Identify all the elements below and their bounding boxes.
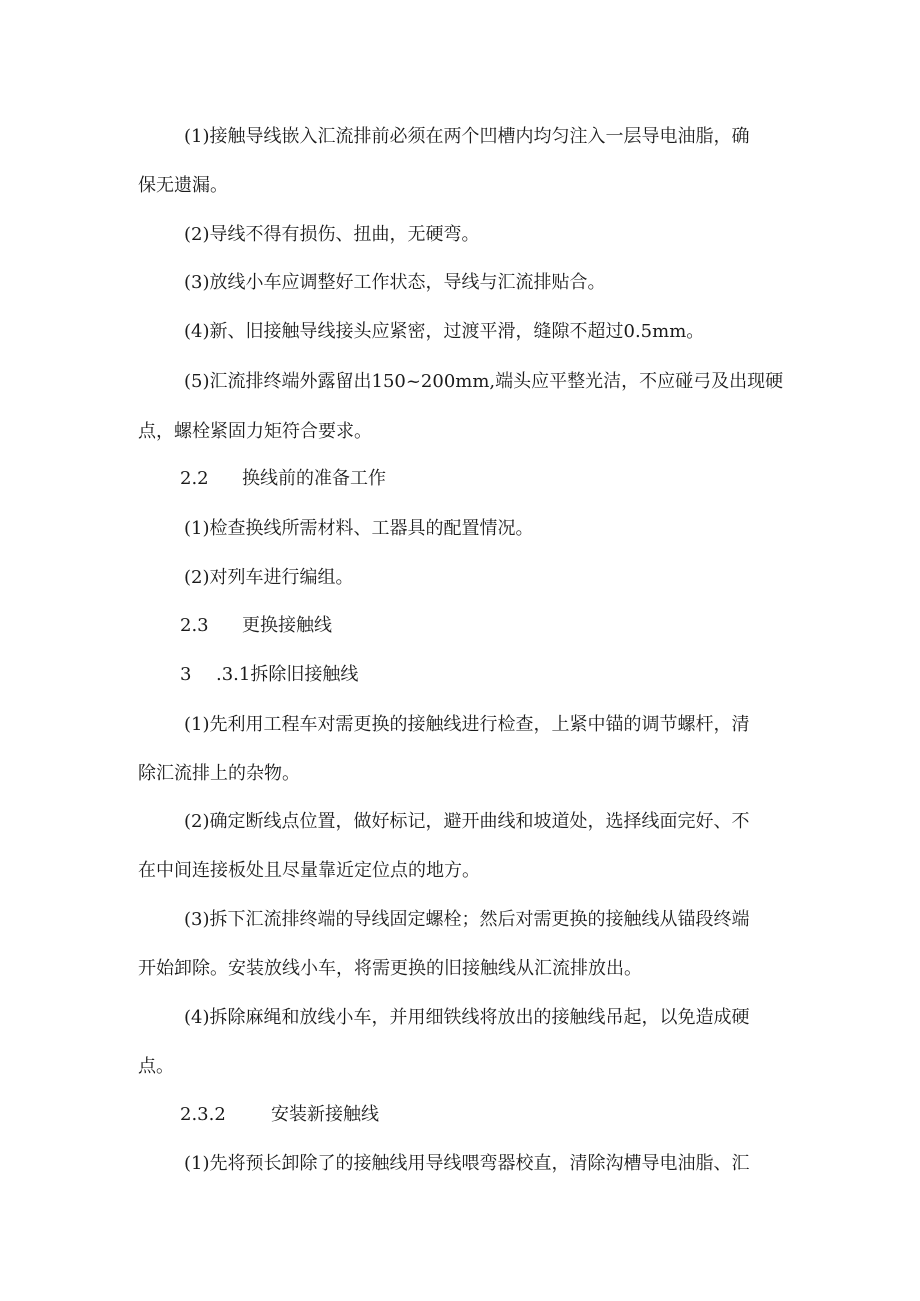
paragraph-9-line-2: 在中间连接板处且尽量靠近定位点的地方。 (138, 860, 480, 881)
paragraph-10-line-2: 开始卸除。安装放线小车，将需更换的旧接触线从汇流排放出。 (138, 958, 642, 979)
section-number: 3 (180, 664, 192, 685)
paragraph-10-line-1: (3)拆下汇流排终端的导线固定螺栓；然后对需更换的接触线从锚段终端 (184, 909, 750, 930)
section-heading-3-3-1 (180, 664, 358, 686)
section-title: 换线前的准备工作 (242, 468, 386, 489)
section-title: 更换接触线 (242, 615, 332, 636)
paragraph-8-line-2: 除汇流排上的杂物。 (138, 763, 300, 784)
paragraph-5-line-2: 点，螺栓紧固力矩符合要求。 (138, 421, 372, 442)
section-title: .3.1拆除旧接触线 (216, 664, 359, 685)
paragraph-9-line-1: (2)确定断线点位置，做好标记，避开曲线和坡道处，选择线面完好、不 (184, 811, 750, 832)
paragraph-11-line-1: (4)拆除麻绳和放线小车，并用细铁线将放出的接触线吊起，以免造成硬 (184, 1007, 750, 1028)
paragraph-12-line-1: (1)先将预长卸除了的接触线用导线喂弯器校直，清除沟槽导电油脂、汇 (184, 1153, 750, 1174)
section-heading-2-3-2 (180, 1104, 379, 1126)
section-heading-2-3 (180, 615, 332, 637)
paragraph-1-line-1: (1)接触导线嵌入汇流排前必须在两个凹槽内均匀注入一层导电油脂，确 (184, 126, 750, 147)
paragraph-7: (2)对列车进行编组。 (184, 567, 354, 588)
section-title: 安装新接触线 (271, 1104, 379, 1125)
paragraph-6: (1)检查换线所需材料、工器具的配置情况。 (184, 518, 534, 539)
section-number: 2.2 (180, 468, 209, 489)
section-heading-2-2 (180, 468, 386, 490)
paragraph-1-line-2: 保无遗漏。 (138, 175, 228, 196)
paragraph-2: (2)导线不得有损伤、扭曲，无硬弯。 (184, 224, 480, 245)
paragraph-8-line-1: (1)先利用工程车对需更换的接触线进行检查，上紧中锚的调节螺杆，清 (184, 714, 750, 735)
section-number: 2.3.2 (180, 1104, 226, 1125)
paragraph-11-line-2: 点。 (138, 1056, 174, 1077)
paragraph-4: (4)新、旧接触导线接头应紧密，过渡平滑，缝隙不超过0.5mm。 (184, 321, 705, 342)
paragraph-3: (3)放线小车应调整好工作状态，导线与汇流排贴合。 (184, 272, 606, 293)
paragraph-5-line-1: (5)汇流排终端外露留出150~200mm,端头应平整光洁，不应碰弓及出现硬 (184, 371, 784, 392)
section-number: 2.3 (180, 615, 209, 636)
